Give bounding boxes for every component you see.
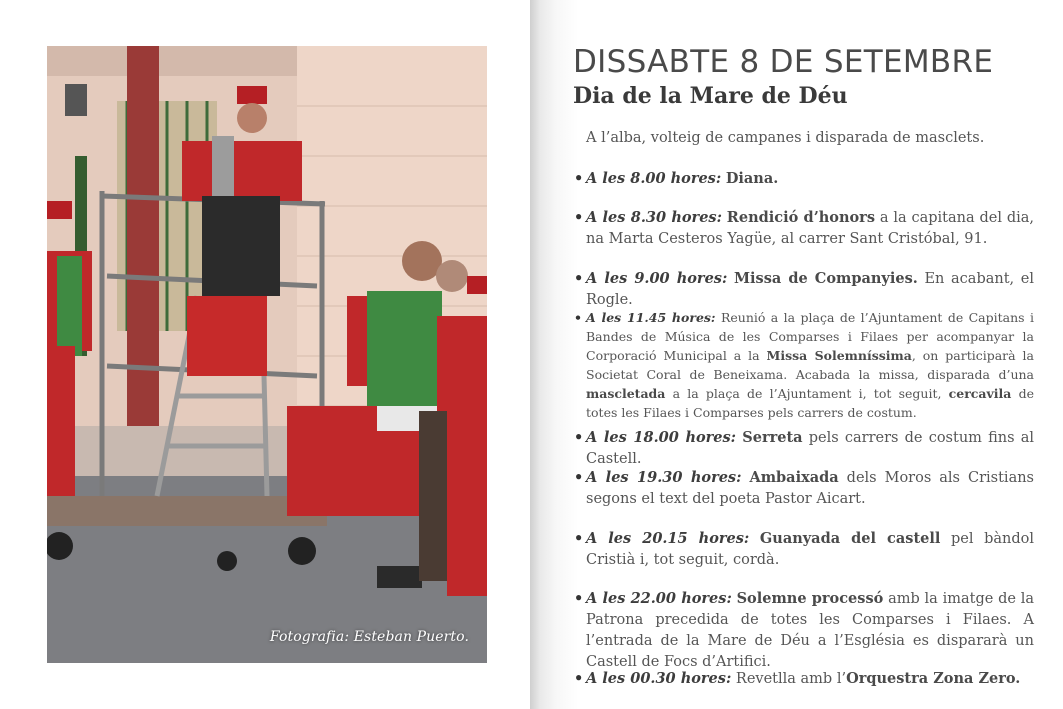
schedule-item [574,588,1034,673]
event-name: Rendició d’honors [726,209,875,226]
event-description: pel bàndol Cristià i, tot seguit, cordà. [586,531,1035,568]
bullet-icon: • [574,170,584,187]
event-description: a la plaça de l’Ajuntament i, tot seguit, [665,386,949,401]
event-name: Orquestra Zona Zero. [846,670,1021,687]
event-name: Missa de Companyies. [733,270,918,287]
event-description: Reunió a la plaça de l’Ajuntament de Capitans i Bandes de Música de les Comparses i Filaes per acompanyar la Corporació Municipal a la [586,310,1034,363]
bullet-icon: • [574,530,584,547]
bullet-icon: • [574,429,584,446]
schedule-time: A les 11.45 hores: [586,310,716,325]
bullet-icon: • [574,310,582,325]
page-title: DISSABTE 8 DE SETEMBRE [573,44,994,80]
schedule-time: A les 22.00 hores: [586,590,732,607]
event-name: Serreta [742,429,803,446]
event-description: dels Moros als Cristians segons el text del poeta Pastor Aicart. [586,470,1034,507]
event-name: Solemne processó [736,590,884,607]
schedule-item-body [586,467,1034,510]
event-description: de totes les Filaes i Comparses pels carrers de costum. [586,386,1034,420]
schedule-time: A les 8.00 hores: [586,170,722,187]
left-page [0,0,530,709]
page-subtitle: Dia de la Mare de Déu [573,83,848,109]
schedule-item-body [586,427,1034,470]
schedule-item [574,427,1034,470]
schedule-time: A les 20.15 hores: [586,530,750,547]
event-description: En acabant, el Rogle. [586,271,1035,308]
schedule-item-body [586,168,1034,190]
schedule-item [574,308,1034,422]
intro-text: A l’alba, volteig de campanes i disparada de masclets. [586,130,985,146]
schedule-item-body [586,308,1034,422]
schedule-item-body [586,588,1034,673]
schedule-time: A les 19.30 hores: [586,469,742,486]
photo-caption: Fotografia: Esteban Puerto. [269,629,469,645]
schedule-item [574,207,1034,250]
event-description: Revetlla amb l’ [735,671,847,687]
schedule-time: A les 00.30 hores: [586,670,732,687]
event-name: cercavila [948,386,1012,401]
event-name: Ambaixada [749,469,839,486]
bullet-icon: • [574,209,584,226]
schedule-item-body [586,268,1034,311]
bullet-icon: • [574,469,584,486]
schedule-item [574,467,1034,510]
schedule-item-body [586,528,1034,571]
schedule-item [574,168,1034,190]
event-name: Guanyada del castell [759,530,941,547]
bullet-icon: • [574,270,584,287]
schedule-item-body [586,207,1034,250]
festival-photo [47,46,487,663]
event-name: Diana. [725,170,779,187]
schedule-time: A les 9.00 hores: [586,270,728,287]
event-description: a la capitana del dia, na Marta Cesteros Yagüe, al carrer Sant Cristóbal, 91. [586,210,1034,247]
schedule-item [574,268,1034,311]
event-description: amb la imatge de la Patrona precedida de totes les Comparses i Filaes. A l’entrada de la Mare de Déu a l’Església es dispararà un Castell de Focs d’Artifici. [586,591,1035,670]
event-name: Missa Solemníssima [766,348,912,363]
schedule-time: A les 18.00 hores: [586,429,737,446]
bullet-icon: • [574,590,584,607]
schedule-item-body [586,668,1034,690]
schedule-item [574,528,1034,571]
event-description: , on participarà la Societat Coral de Beneixama. Acabada la missa, disparada d’una [586,348,1034,382]
event-description: pels carrers de costum fins al Castell. [586,430,1035,467]
event-name: mascletada [586,386,666,401]
schedule-item [574,668,1034,690]
schedule-time: A les 8.30 hores: [586,209,722,226]
photo-illustration [47,46,487,663]
bullet-icon: • [574,670,584,687]
